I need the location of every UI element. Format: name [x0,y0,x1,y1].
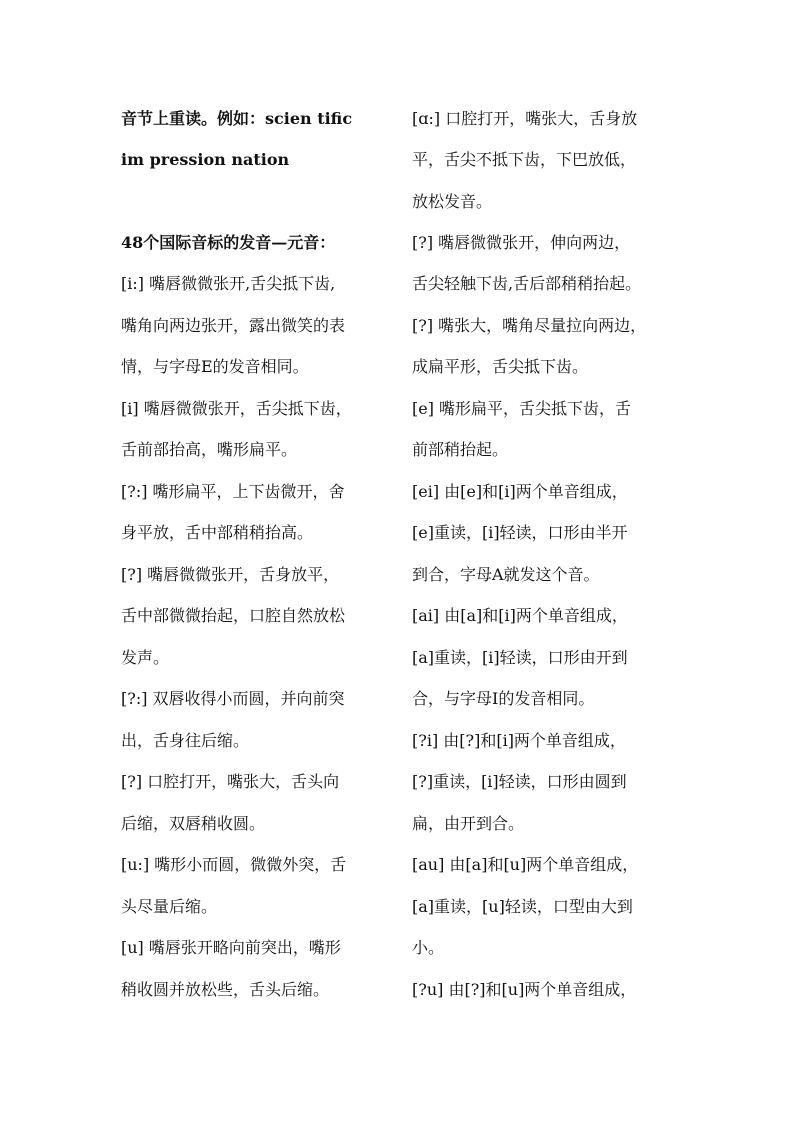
text-line: [?] 嘴张大，嘴角尽量拉向两边， [412,316,647,335]
text-line: 嘴角向两边张开，露出微笑的表 [121,316,346,335]
text-line: 前部稍抬起。 [412,440,509,459]
text-line: [u] 嘴唇张开略向前突出，嘴形 [121,938,341,957]
text-line: 舌尖轻触下齿,舌后部稍稍抬起。 [412,274,642,293]
text-line: [i] 嘴唇微微张开，舌尖抵下齿， [121,399,352,418]
text-line: 情，与字母E的发音相同。 [121,357,309,376]
text-line: 头尽量后缩。 [121,897,218,916]
text-line: [e] 嘴形扁平，舌尖抵下齿，舌 [412,399,632,418]
text-line: 舌中部微微抬起，口腔自然放松 [121,606,346,625]
text-line: [i:] 嘴唇微微张开,舌尖抵下齿, [121,274,336,293]
text-line: [?] 口腔打开，嘴张大，舌头向 [121,772,340,791]
text-line: [u:] 嘴形小而圆，微微外突，舌 [121,855,347,874]
text-line: 到合，字母A就发这个音。 [412,565,600,584]
text-line: 后缩，双唇稍收圆。 [121,814,266,833]
vowel-heading: 48个国际音标的发音—元音： [121,233,336,252]
text-line: [au] 由[a]和[u]两个单音组成， [412,855,639,874]
text-line: [?u] 由[?]和[u]两个单音组成， [412,980,637,999]
text-line: 发声。 [121,648,170,667]
text-line: [a]重读，[i]轻读，口形由开到 [412,648,628,667]
text-line: 合，与字母I的发音相同。 [412,689,595,708]
text-line: 放松发音。 [412,192,493,211]
text-line: 扁，由开到合。 [412,814,525,833]
text-line: [ai] 由[a]和[i]两个单音组成， [412,606,628,625]
text-line: 平，舌尖不抵下齿，下巴放低， [412,150,637,169]
text-line: [?:] 嘴形扁平，上下齿微开，舍 [121,482,345,501]
text-line: 成扁平形，舌尖抵下齿。 [412,357,589,376]
text-line: [?i] 由[?]和[i]两个单音组成， [412,731,626,750]
intro-line: 音节上重读。例如：scien tific [121,109,353,128]
text-line: 小。 [412,938,445,957]
text-line: [?:] 双唇收得小而圆，并向前突 [121,689,345,708]
text-line: [?] 嘴唇微微张开，舌身放平， [121,565,340,584]
text-line: 舌前部抬高，嘴形扁平。 [121,440,298,459]
text-line: 稍收圆并放松些，舌头后缩。 [121,980,330,999]
text-line: [e]重读，[i]轻读，口形由半开 [412,523,628,542]
text-line: [?]重读，[i]轻读，口形由圆到 [412,772,627,791]
intro-line: im pression nation [121,150,290,169]
text-line: [ei] 由[e]和[i]两个单音组成， [412,482,628,501]
text-line: [?] 嘴唇微微张开，伸向两边， [412,233,631,252]
text-line: [ɑ:] 口腔打开，嘴张大，舌身放 [412,109,638,128]
text-line: 身平放，舌中部稍稍抬高。 [121,523,314,542]
text-line: [a]重读，[u]轻读，口型由大到 [412,897,633,916]
text-line: 出，舌身往后缩。 [121,731,250,750]
